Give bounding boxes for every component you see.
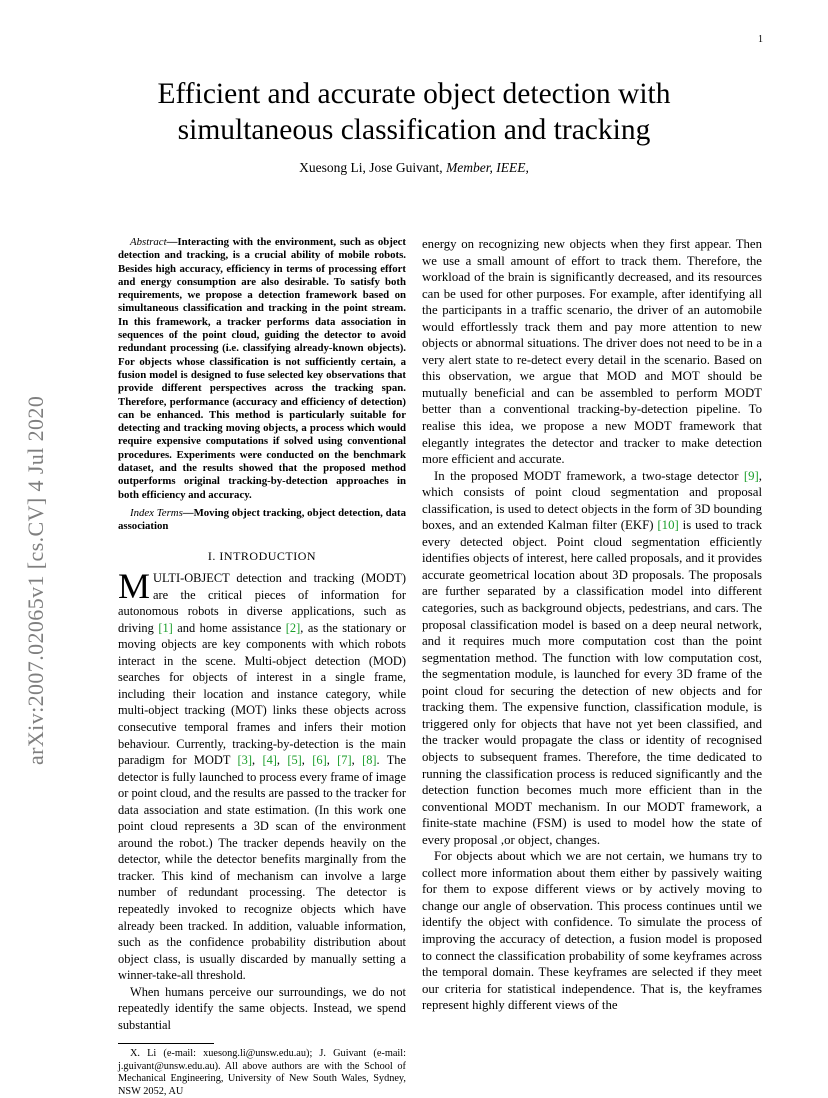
footnote: X. Li (e-mail: xuesong.li@unsw.edu.au); J. Guivant (e-mail: j.guivant@unsw.edu.au). All above authors are with the School of Mechanical Engineering, University of New South Wales, Sydney, NSW 2052, AU [118,1048,406,1097]
citation-separator: , [351,753,363,768]
right-text-b: , which consists of point cloud segmentation and proposal classification, is used to detect objects in the form of 3D bounding boxes, and an extended Kalman filter (EKF) [422,468,762,533]
citation-7[interactable]: [7] [337,753,352,768]
arxiv-identifier-stamp: arXiv:2007.02065v1 [cs.CV] 4 Jul 2020 [23,395,48,765]
citation-6[interactable]: [6] [312,753,327,768]
citation-8[interactable]: [8] [362,753,377,768]
citation-separator: , [251,753,263,768]
intro-text-c: , as the stationary or moving objects are key components with which robots interact in the scene. Multi-object detection (MOD) searches for objects of interest in a single frame, including their location and instance category, while multi-object tracking (MOT) links these objects across consecutive temporal frames and infers their motion behaviour. Currently, tracking-by-detection is the main paradigm for MODT [118,620,406,768]
index-terms [118,507,406,534]
right-text-c: is used to track every detected object. Point cloud segmentation efficiently identifies objects of interest, here called proposals, and it provides accurate geometrical location about 3D proposals. The proposals are further separated by a classification model into different categories, such as background objects, pedestrians, and cars. The proposal classification model is based on a deep neural network, and it requires much more computation cost than the point segmentation method. The function with low computation cost, the segmentation module, is launched for every 3D frame of the point cloud for securing the detection of new objects and for tracking them. The expensive function, classification module, is triggered only for objects that have not yet been classified, and the tracker would propagate the class or identity of recognised objects to subsequent frames. Therefore, the time dedicated to running the classification process is reduced significantly and the detection function becomes much more efficient than in the conventional MODT mechanism. In our MODT framework, a finite-state machine (FSM) is used to model how the state of every proposal ,or object, changes. [422,518,762,847]
page-number: 1 [758,34,763,45]
abstract [118,236,406,502]
citation-separator: , [301,753,313,768]
author-membership: Member, IEEE, [446,160,529,175]
citation-9[interactable]: [9] [743,468,759,483]
title-line-2: simultaneous classification and tracking [177,114,651,146]
right-text-a: In the proposed MODT framework, a two-stage detector [434,468,744,483]
title-line-1: Efficient and accurate object detection with [157,78,671,110]
footnote-rule [118,1043,214,1044]
citation-4[interactable]: [4] [262,753,277,768]
right-column [422,236,762,1014]
abstract-text: —Interacting with the environment, such as object detection and tracking, is a crucial ability of mobile robots. Besides high accuracy, efficiency in terms of processing effort and energy consumption are also desirable. To satisfy both requirements, we propose a detection framework based on simultaneous classification and tracking in the point stream. In this framework, a tracker performs data association in sequences of the point cloud, guiding the detector to avoid redundant processing (i.e. classifying already-known objects). For objects whose classification is not sufficiently certain, a fusion model is designed to fuse selected key observations that provide different perspectives across the tracking span. Therefore, performance (accuracy and efficiency of detection) can be enhanced. This method is particularly suitable for detecting and tracking moving objects, a process which would require expensive computations if solved using conventional procedures. Experiments were conducted on the benchmark dataset, and the results showed that the proposed method outperforms original tracking-by-detection approaches in both efficiency and accuracy. [118,236,406,501]
index-terms-label: Index Terms [130,506,183,519]
right-paragraph-2 [422,468,762,849]
citation-1[interactable]: [1] [158,620,173,635]
citation-2[interactable]: [2] [285,620,301,635]
author-line [80,160,748,176]
intro-paragraph-2: When humans perceive our surroundings, we do not repeatedly identify the same objects. Instead, we spend substantial [118,984,406,1032]
citation-10[interactable]: [10] [657,518,679,533]
citation-separator: , [326,753,338,768]
intro-text-d: . The detector is fully launched to process every frame of image or point cloud, and the results are passed to the tracker for data association and state estimation. (In this work one point cloud represents a 3D scan of the environment around the robot.) The tracker depends heavily on the detector, while the detector benefits marginally from the tracker. This kind of mechanism can involve a large number of redundant processing. The detector is repeatedly invoked to recognize objects which have already been tracked. In addition, valuable information, such as the confidence probability distribution about object class, is usually discarded by manually setting a winner-take-all threshold. [118,753,406,983]
intro-text-b: and home assistance [172,620,286,635]
citation-5[interactable]: [5] [287,753,302,768]
drop-cap: M [118,566,151,607]
citation-separator: , [276,753,288,768]
author-names: Xuesong Li, Jose Guivant, [299,160,443,175]
abstract-label: Abstract [130,236,167,248]
index-terms-text: —Moving object tracking, object detection, data association [118,506,407,533]
right-paragraph-3: For objects about which we are not certain, we humans try to collect more information about them either by passively waiting for them to expose different views or by actively moving to change our angle of observation. This process continues until we identify the object with confidence. To simulate the process of improving the accuracy of detection, a fusion model is proposed to connect the classification probability of some keyframes across the temporal domain. These keyframes are selected if they meet our criteria for statistical independence. That is, the keyframes represent highly different views of the [422,849,762,1013]
citation-3[interactable]: [3] [237,753,252,768]
section-heading-introduction: I. INTRODUCTION [207,548,317,563]
intro-paragraph-1 [118,566,406,984]
paper-title [80,76,748,148]
intro-text-a: ULTI-OBJECT detection and tracking (MODT) are the critical pieces of information for autonomous robots in diverse applications, such as driving [118,571,406,635]
right-paragraph-1: energy on recognizing new objects when they first appear. Then we use a small amount of effort to track them. Therefore, the workload of the brain is significantly decreased, and its resources can be used for other purposes. For example, after identifying all the participants in a traffic scenario, the driver of an automobile would effortlessly track them and pay more attention to new objects or abnormal situations. The driver does not need to be in a very alert state to re-detect every detail in the scenario. Based on this observation, we argue that MOD and MOT should be mutually beneficial and can be assembled to perform MODT better than a conventional tracking-by-detection pipeline. To realise this idea, we propose a new MODT framework that elegantly integrates the detector and tracker to make detection more efficient and accurate. [422,237,762,467]
left-column [118,236,406,1098]
